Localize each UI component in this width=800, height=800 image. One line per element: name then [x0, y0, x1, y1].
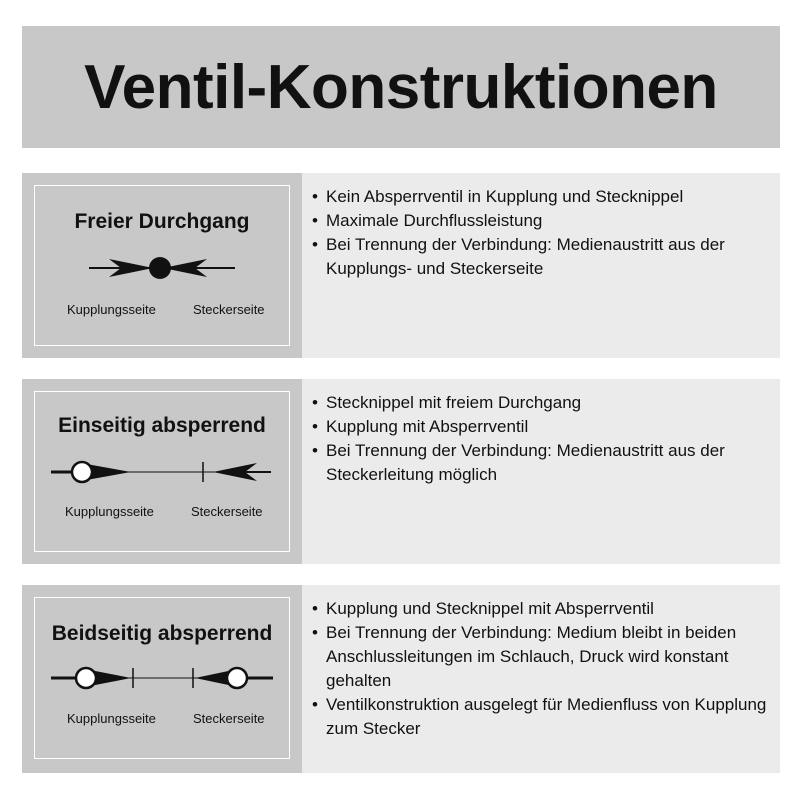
- bullet-item: • Stecknippel mit freiem Durchgang: [310, 391, 770, 415]
- free-flow-valve-symbol: [35, 253, 289, 283]
- symbol-box: [34, 185, 290, 346]
- coupling-side-label: Kupplungsseite: [67, 711, 156, 726]
- description-panel: [310, 391, 770, 487]
- page-title: Ventil-Konstruktionen: [84, 52, 718, 122]
- bullet-item: • Ventilkonstruktion ausgelegt für Medienfluss von Kupplung zum Stecker: [310, 693, 770, 741]
- section-heading: Freier Durchgang: [74, 210, 250, 233]
- plug-side-label: Steckerseite: [191, 504, 263, 519]
- coupling-side-label: Kupplungsseite: [67, 302, 156, 317]
- symbol-panel: [22, 585, 302, 773]
- section-heading: Beidseitig absperrend: [51, 622, 273, 645]
- bullet-item: • Bei Trennung der Verbindung: Medienaustritt aus der Steckerleitung möglich: [310, 439, 770, 487]
- section-freier-durchgang: [22, 173, 780, 358]
- one-side-shutoff-valve-symbol: [35, 457, 289, 487]
- bullet-list: [310, 185, 770, 281]
- symbol-box: [34, 391, 290, 552]
- plug-side-label: Steckerseite: [193, 302, 265, 317]
- plug-side-label: Steckerseite: [193, 711, 265, 726]
- bullet-item: • Kein Absperrventil in Kupplung und Stecknippel: [310, 185, 770, 209]
- section-heading: Einseitig absperrend: [58, 414, 266, 437]
- description-panel: [310, 597, 770, 741]
- two-side-shutoff-valve-symbol: [35, 663, 289, 693]
- bullet-list: [310, 391, 770, 487]
- bullet-item: • Kupplung mit Absperrventil: [310, 415, 770, 439]
- description-panel: [310, 185, 770, 281]
- symbol-panel: [22, 173, 302, 358]
- coupling-side-label: Kupplungsseite: [65, 504, 154, 519]
- section-beidseitig-absperrend: [22, 585, 780, 773]
- section-einseitig-absperrend: [22, 379, 780, 564]
- symbol-panel: [22, 379, 302, 564]
- bullet-item: • Maximale Durchflussleistung: [310, 209, 770, 233]
- symbol-box: [34, 597, 290, 759]
- bullet-item: • Kupplung und Stecknippel mit Absperrventil: [310, 597, 770, 621]
- bullet-list: [310, 597, 770, 741]
- bullet-item: • Bei Trennung der Verbindung: Medienaustritt aus der Kupplungs- und Steckerseite: [310, 233, 770, 281]
- title-banner: [22, 26, 780, 148]
- bullet-item: • Bei Trennung der Verbindung: Medium bleibt in beiden Anschlussleitungen im Schlauch, Druck wird konstant gehalten: [310, 621, 770, 693]
